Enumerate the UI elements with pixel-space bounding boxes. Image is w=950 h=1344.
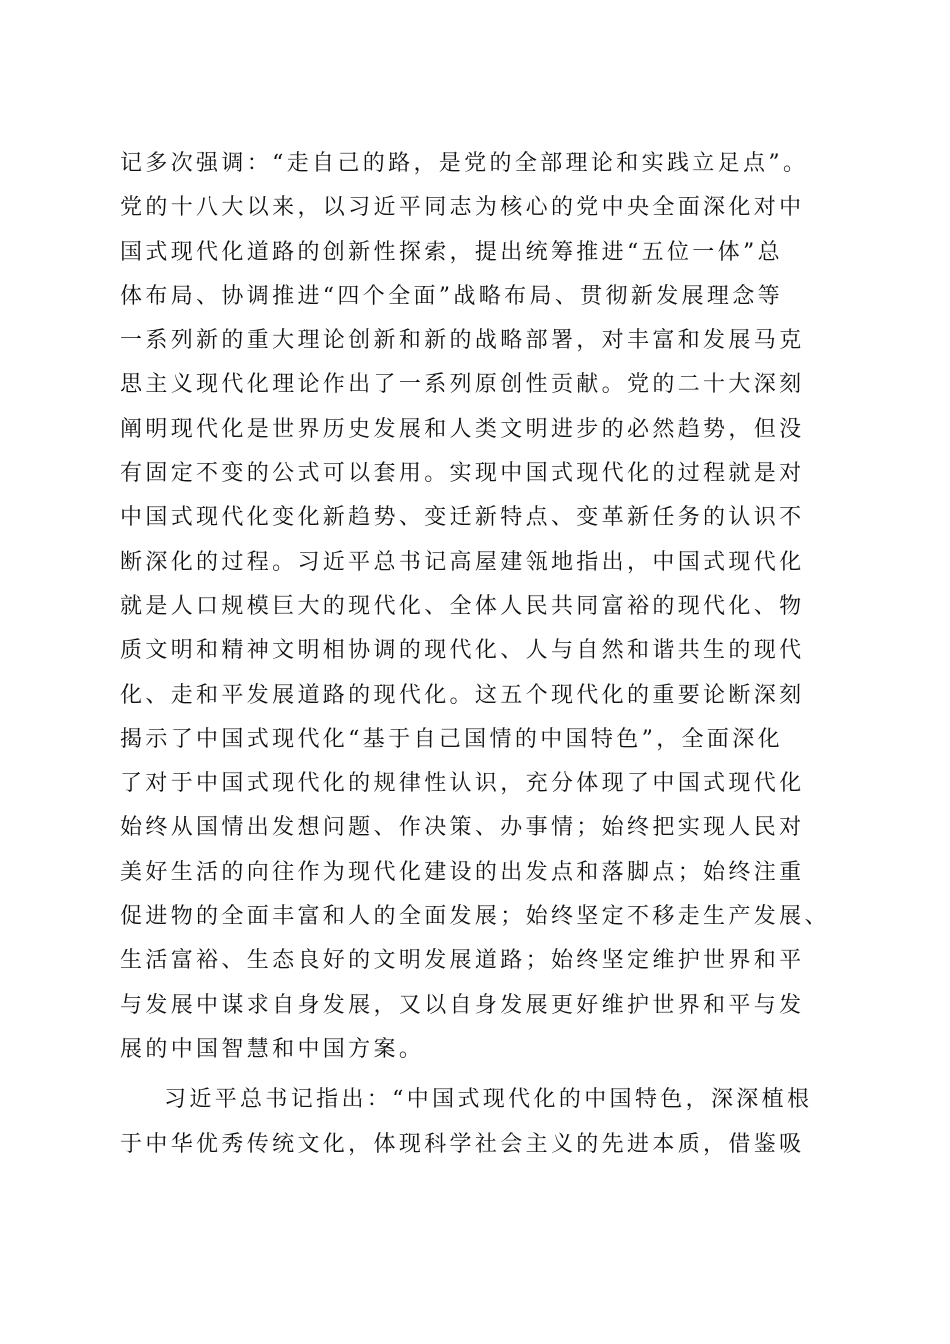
text-line: 有固定不变的公式可以套用。实现中国式现代化的过程就是对	[120, 461, 805, 487]
text-line: 了对于中国式现代化的规律性认识，充分体现了中国式现代化	[120, 771, 805, 797]
text-line: 化、走和平发展道路的现代化。这五个现代化的重要论断深刻	[120, 682, 805, 708]
text-line: 美好生活的向往作为现代化建设的出发点和落脚点；始终注重	[120, 859, 805, 885]
text-line: 于中华优秀传统文化，体现科学社会主义的先进本质，借鉴吸	[120, 1131, 805, 1157]
text-line: 习近平总书记指出：“中国式现代化的中国特色，深深植根	[164, 1087, 813, 1113]
text-line: 就是人口规模巨大的现代化、全体人民共同富裕的现代化、物	[120, 593, 805, 619]
paragraph-2	[120, 1078, 840, 1167]
text-line: 思主义现代化理论作出了一系列原创性贡献。党的二十大深刻	[120, 372, 805, 398]
text-line: 始终从国情出发想问题、作决策、办事情；始终把实现人民对	[120, 815, 805, 841]
text-line: 一系列新的重大理论创新和新的战略部署，对丰富和发展马克	[120, 328, 805, 354]
text-line: 体布局、协调推进“四个全面”战略布局、贯彻新发展理念等	[120, 283, 783, 309]
text-line: 阐明现代化是世界历史发展和人类文明进步的必然趋势，但没	[120, 416, 805, 442]
text-line: 揭示了中国式现代化“基于自己国情的中国特色”，全面深化	[120, 726, 783, 752]
paragraph-1	[120, 142, 840, 1072]
text-line: 国式现代化道路的创新性探索，提出统筹推进“五位一体”总	[120, 239, 783, 265]
text-line: 党的十八大以来，以习近平同志为核心的党中央全面深化对中	[120, 195, 805, 221]
text-line: 记多次强调：“走自己的路，是党的全部理论和实践立足点”。	[120, 151, 809, 176]
body-text	[120, 142, 840, 1167]
text-line: 中国式现代化变化新趋势、变迁新特点、变革新任务的认识不	[120, 505, 805, 531]
text-line: 断深化的过程。习近平总书记高屋建瓴地指出，中国式现代化	[120, 549, 805, 575]
text-line: 生活富裕、生态良好的文明发展道路；始终坚定维护世界和平	[120, 948, 805, 974]
text-line: 促进物的全面丰富和人的全面发展；始终坚定不移走生产发展、	[120, 904, 830, 930]
text-line: 与发展中谋求自身发展，又以自身发展更好维护世界和平与发	[120, 992, 805, 1018]
text-line: 质文明和精神文明相协调的现代化、人与自然和谐共生的现代	[120, 638, 805, 664]
text-line: 展的中国智慧和中国方案。	[120, 1036, 425, 1062]
